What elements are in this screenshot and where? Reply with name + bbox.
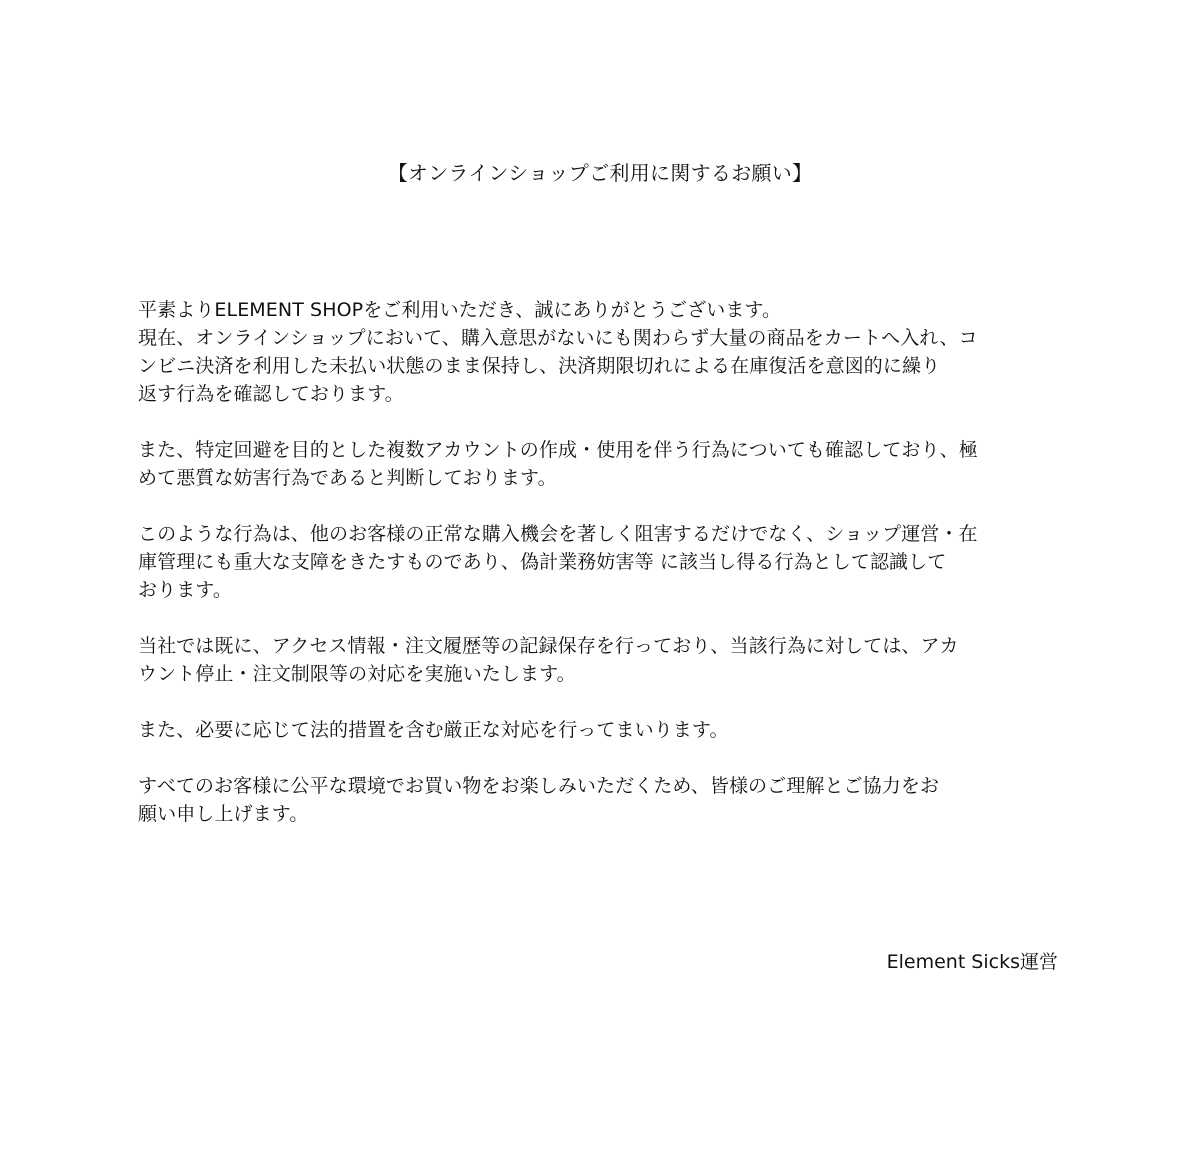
paragraph-obstruction (138, 520, 1062, 604)
paragraph-closing (138, 772, 1062, 828)
paragraph-line: 平素よりELEMENT SHOPをご利用いただき、誠にありがとうございます。 (138, 299, 782, 321)
paragraph-line: 庫管理にも重大な支障をきたすものであり、偽計業務妨害等 に該当し得る行為として認識して (138, 551, 947, 573)
paragraph-line: 現在、オンラインショップにおいて、購入意思がないにも関わらず大量の商品をカートへ入れ、コ (138, 327, 978, 349)
notice-title: 【オンラインショップご利用に関するお願い】 (387, 161, 813, 185)
signature: Element Sicks運営 (886, 951, 1058, 973)
paragraph-line: めて悪質な妨害行為であると判断しております。 (138, 467, 557, 489)
paragraph-line: すべてのお客様に公平な環境でお買い物をお楽しみいただくため、皆様のご理解とご協力をお (138, 775, 940, 797)
paragraph-line: 返す行為を確認しております。 (138, 383, 404, 405)
paragraph-line: また、必要に応じて法的措置を含む厳正な対応を行ってまいります。 (138, 719, 729, 741)
paragraph-legal-action (138, 716, 1062, 744)
paragraph-line: おります。 (138, 579, 232, 601)
paragraph-line: ンビニ決済を利用した未払い状態のまま保持し、決済期限切れによる在庫復活を意図的に繰り (138, 355, 941, 377)
paragraph-greeting (138, 296, 1062, 408)
paragraph-line: このような行為は、他のお客様の正常な購入機会を著しく阻害するだけでなく、ショップ運営・在 (138, 523, 978, 545)
paragraph-line: 願い申し上げます。 (138, 803, 309, 825)
paragraph-line: 当社では既に、アクセス情報・注文履歴等の記録保存を行っており、当該行為に対しては、アカ (138, 635, 959, 657)
paragraph-line: また、特定回避を目的とした複数アカウントの作成・使用を伴う行為についても確認しており、極 (138, 439, 978, 461)
paragraph-countermeasures (138, 632, 1062, 688)
paragraph-multiple-accounts (138, 436, 1062, 492)
notice-body (138, 296, 1062, 856)
paragraph-line: ウント停止・注文制限等の対応を実施いたします。 (138, 663, 576, 685)
